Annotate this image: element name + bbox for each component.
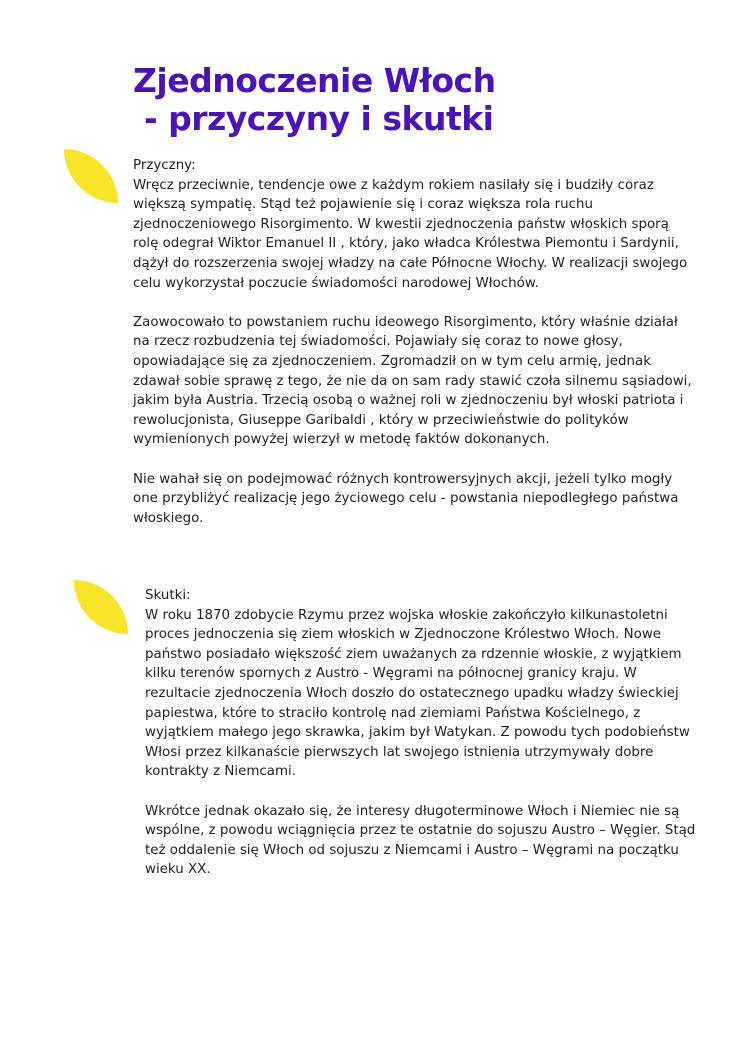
page-title [133, 62, 496, 138]
effects-heading: Skutki: [145, 588, 191, 603]
effects-paragraph: Wkrótce jednak okazało się, że interesy długoterminowe Włoch i Niemiec nie są wspólne, z powodu wciągnięcia przez te ostatnie do sojuszu Austro – Węgier. Stąd też oddalenie się Włoch od sojuszu z Niemcami i Austro – Węgrami na początku wieku XX. [145, 803, 696, 878]
causes-section [133, 156, 693, 548]
causes-paragraph: Nie wahał się on podejmować różnych kontrowersyjnych akcji, jeżeli tylko mogły one przybliżyć realizację jego życiowego celu - powstania niepodległego państwa włoskiego. [133, 471, 679, 526]
effects-paragraph: W roku 1870 zdobycie Rzymu przez wojska włoskie zakończyło kilkunastoletni proces jednoczenia się ziem włoskich w Zjednoczone Królestwo Włoch. Nowe państwo posiadało większość ziem uważanych za rdzennie włoskie, z wyjątkiem kilku terenów spornych z Austro - Węgrami na północnej granicy kraju. W rezultacie zjednoczenia Włoch doszło do ostatecznego upadku władzy świeckiej papiestwa, które to straciło kontrolę nad ziemiami Państwa Kościelnego, z wyjątkiem małego jego skrawka, jakim był Watykan. Z powodu tych podobieństw Włosi przez kilkanaście pierwszych lat swojego istnienia utrzymywały dobre kontrakty z Niemcami. [145, 607, 690, 780]
causes-heading: Przyczny: [133, 158, 196, 173]
yellow-leaf-decoration [64, 149, 118, 203]
title-line-1: Zjednoczenie Włoch [133, 61, 496, 100]
effects-section [145, 586, 700, 900]
causes-paragraph: Wręcz przeciwnie, tendencje owe z każdym rokiem nasilały się i budziły coraz większą sympatię. Stąd też pojawienie się i coraz większa rola ruchu zjednoczeniowego Risorgimento. W kwestii zjednoczenia państw włoskich sporą rolę odegrał Wiktor Emanuel II , który, jako władca Królestwa Piemontu i Sardynii, dążył do rozszerzenia swojej władzy na całe Północne Włochy. W realizacji swojego celu wykorzystał poczucie świadomości narodowej Włochów. [133, 177, 688, 291]
title-line-2: - przyczyny i skutki [133, 99, 494, 138]
causes-paragraph: Zaowocowało to powstaniem ruchu ideowego Risorgimento, który właśnie działał na rzecz rozbudzenia tej świadomości. Pojawiały się coraz to nowe głosy, opowiadające się za zjednoczeniem. Zgromadził on w tym celu armię, jednak zdawał sobie sprawę z tego, że nie da on sam rady stawić czoła silnemu sąsiadowi, jakim była Austria. Trzecią osobą o ważnej roli w zjednoczeniu był włoski patriota i rewolucjonista, Giuseppe Garibaldi , który w przeciwieństwie do polityków wymienionych powyżej wierzył w metodę faktów dokonanych. [133, 314, 692, 448]
yellow-leaf-decoration [74, 580, 128, 634]
